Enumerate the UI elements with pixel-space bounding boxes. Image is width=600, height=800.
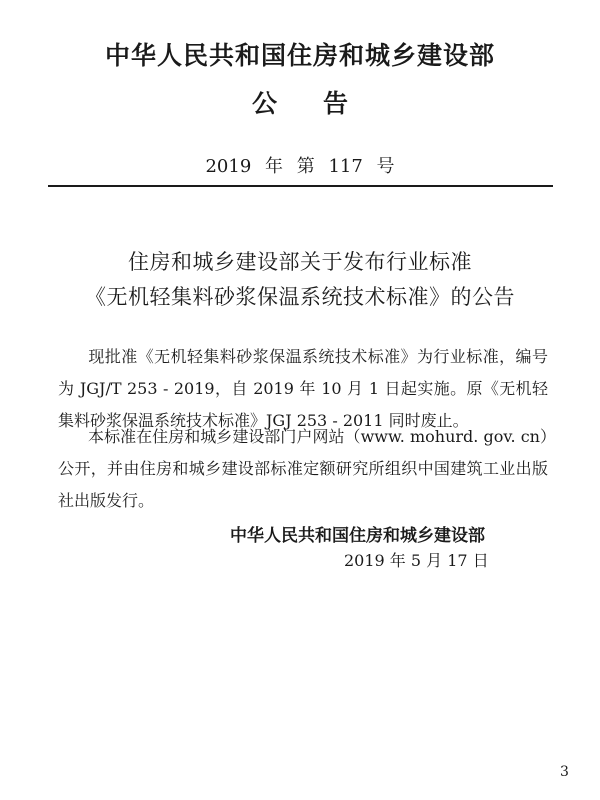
issuer-heading: 中华人民共和国住房和城乡建设部 bbox=[104, 41, 495, 70]
document-number: 2019 年 第 117 号 bbox=[205, 156, 395, 177]
body-paragraph-1-text: 现批准《无机轻集料砂浆保温系统技术标准》为行业标准，编号为 JGJ/T 253 - 2019，自 2019 年 10 月 1 日起实施。原《无机轻集料砂浆保温系统技术标准》JGJ 253 - 2011 同时废止。 bbox=[58, 347, 548, 430]
page-number: 3 bbox=[560, 764, 569, 780]
header-divider bbox=[48, 185, 553, 187]
body-paragraph-2-text: 本标准在住房和城乡建设部门户网站（www. mohurd. gov. cn）公开，并由住房和城乡建设部标准定额研究所组织中国建筑工业出版社出版发行。 bbox=[58, 427, 548, 510]
body-paragraph-2 bbox=[58, 421, 548, 517]
document-type-heading: 公告 bbox=[251, 89, 394, 118]
signature-date: 2019 年 5 月 17 日 bbox=[344, 551, 489, 570]
announcement-title-line-2: 《无机轻集料砂浆保温系统技术标准》的公告 bbox=[85, 285, 515, 309]
announcement-title-line-1: 住房和城乡建设部关于发布行业标准 bbox=[128, 250, 472, 274]
signature-organization: 中华人民共和国住房和城乡建设部 bbox=[230, 526, 485, 546]
